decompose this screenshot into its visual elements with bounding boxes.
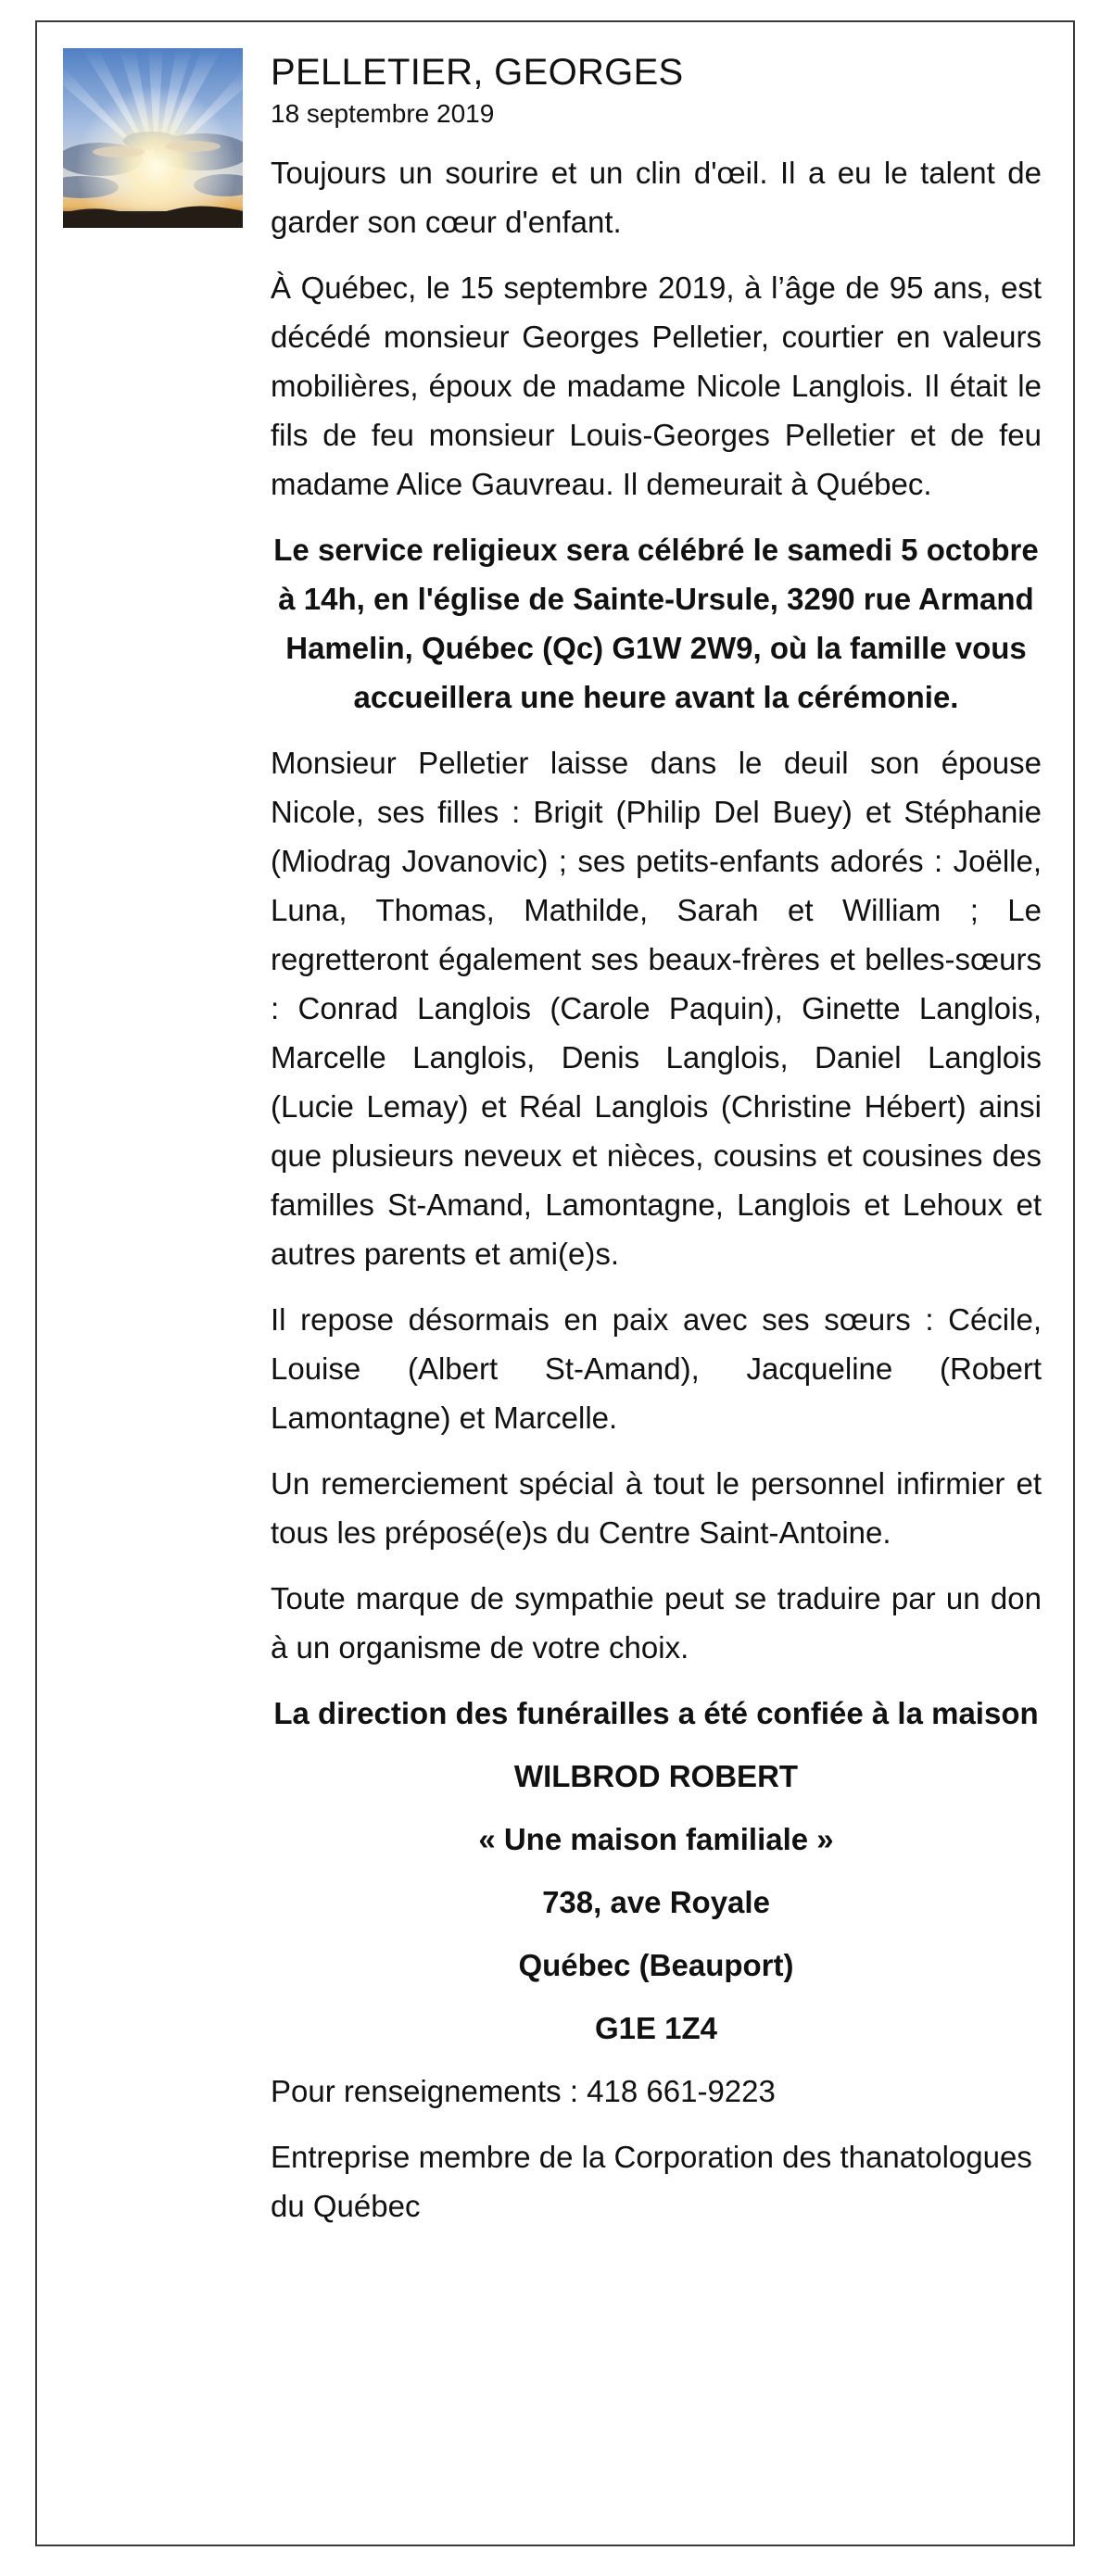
deceased-name: PELLETIER, GEORGES xyxy=(271,52,684,93)
memorial-photo xyxy=(63,48,243,228)
thanks-paragraph: Un remerciement spécial à tout le personnel infirmier et tous les préposé(e)s du Centre Saint-Antoine. xyxy=(271,1466,1042,1550)
sunburst-image xyxy=(63,48,243,228)
funeral-home-city: Québec (Beauport) xyxy=(518,1948,794,1982)
service-paragraph: Le service religieux sera célébré le samedi 5 octobre à 14h, en l'église de Sainte-Ursule, 3290 rue Armand Hamelin, Québec (Qc) G1W 2W9, où la famille vous accueillera une heure avant la cérémonie. xyxy=(273,533,1039,714)
donations-paragraph: Toute marque de sympathie peut se traduire par un don à un organisme de votre choix. xyxy=(271,1581,1042,1665)
contact-info: Pour renseignements : 418 661-9223 xyxy=(271,2074,776,2108)
funeral-home-intro: La direction des funérailles a été confiée à la maison xyxy=(273,1696,1039,1730)
funeral-home-name: WILBROD ROBERT xyxy=(513,1759,799,1793)
intro-paragraph: Toujours un sourire et un clin d'œil. Il a eu le talent de garder son cœur d'enfant. xyxy=(271,156,1042,239)
predeceased-paragraph: Il repose désormais en paix avec ses sœurs : Cécile, Louise (Albert St-Amand), Jacqueline (Robert Lamontagne) et Marcelle. xyxy=(271,1302,1042,1435)
funeral-home-address: 738, ave Royale xyxy=(542,1885,770,1919)
survivors-paragraph: Monsieur Pelletier laisse dans le deuil son épouse Nicole, ses filles : Brigit (Philip Del Buey) et Stéphanie (Miodrag Jovanovic) ; ses petits-enfants adorés : Joëlle, Luna, Thomas, Mathilde, Sarah et William ; Le regretteront également ses beaux-frères et belles-sœurs : Conrad Langlois (Carole Paquin), Ginette Langlois, Marcelle Langlois, Denis Langlois, Daniel Langlois (Lucie Lemay) et Réal Langlois (Christine Hébert) ainsi que plusieurs neveux et nièces, cousins et cousines des familles St-Amand, Lamontagne, Langlois et Lehoux et autres parents et ami(e)s. xyxy=(271,746,1042,1271)
funeral-home-postal-code: G1E 1Z4 xyxy=(594,2011,718,2045)
death-notice-paragraph: À Québec, le 15 septembre 2019, à l’âge de 95 ans, est décédé monsieur Georges Pelletier, courtier en valeurs mobilières, époux de madame Nicole Langlois. Il était le fils de feu monsieur Louis-Georges Pelletier et de feu madame Alice Gauvreau. Il demeurait à Québec. xyxy=(271,270,1042,501)
funeral-home-slogan: « Une maison familiale » xyxy=(478,1822,834,1856)
obituary-content xyxy=(271,50,1042,2247)
membership-note: Entreprise membre de la Corporation des thanatologues du Québec xyxy=(271,2140,1032,2223)
publication-date: 18 septembre 2019 xyxy=(271,99,495,128)
